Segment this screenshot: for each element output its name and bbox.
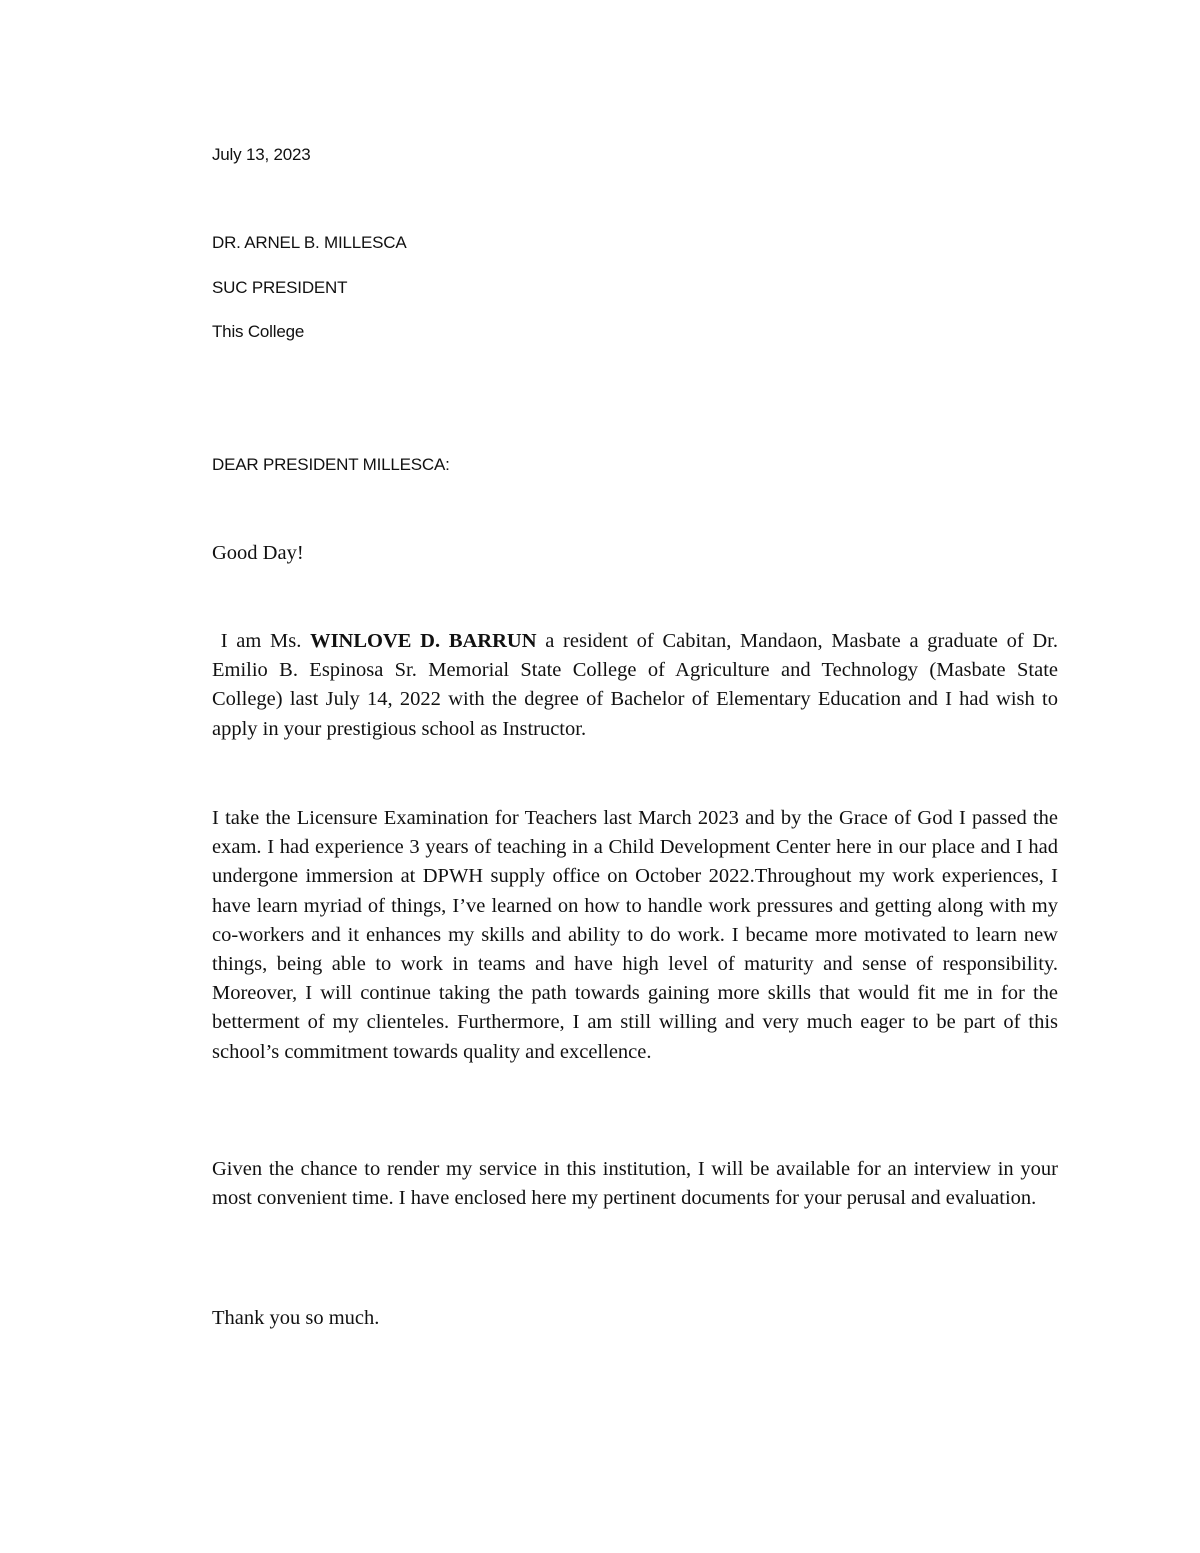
body-paragraph-3: Given the chance to render my service in this institution, I will be available for an interview in your most convenient time. I have enclosed here my pertinent documents for your perusal and evaluation. (212, 1158, 1058, 1210)
greeting: Good Day! (212, 542, 304, 564)
paragraph-1-lead: I am Ms. (212, 630, 311, 652)
recipient-name: DR. ARNEL B. MILLESCA (212, 233, 407, 252)
paragraph-1-rest: a resident of Cabitan, Mandaon, Masbate a graduate of Dr. Emilio B. Espinosa Sr. Memorial State College of Agriculture and Technology (Masbate State College) last July 14, 2022 with the degree of Bachelor of Elementary Education and I had wish to apply in your prestigious school as Instructor. (212, 630, 1058, 740)
body-paragraph-1 (212, 627, 1058, 744)
closing: Thank you so much. (212, 1307, 380, 1329)
applicant-name: WINLOVE D. BARRUN (310, 630, 537, 652)
recipient-title: SUC PRESIDENT (212, 278, 348, 297)
recipient-organization: This College (212, 322, 305, 341)
salutation: DEAR PRESIDENT MILLESCA: (212, 455, 450, 474)
body-paragraph-2: I take the Licensure Examination for Teachers last March 2023 and by the Grace of God I passed the exam. I had experience 3 years of teaching in a Child Development Center here in our place and I had undergone immersion at DPWH supply office on October 2022.Throughout my work experiences, I have learn myriad of things, I’ve learned on how to handle work pressures and getting along with my co-workers and it enhances my skills and ability to do work. I became more motivated to learn new things, being able to work in teams and have high level of maturity and sense of responsibility. Moreover, I will continue taking the path towards gaining more skills that would fit me in for the betterment of my clienteles. Furthermore, I am still willing and very much eager to be part of this school’s commitment towards quality and excellence. (212, 807, 1058, 1063)
letter-date: July 13, 2023 (212, 145, 311, 164)
